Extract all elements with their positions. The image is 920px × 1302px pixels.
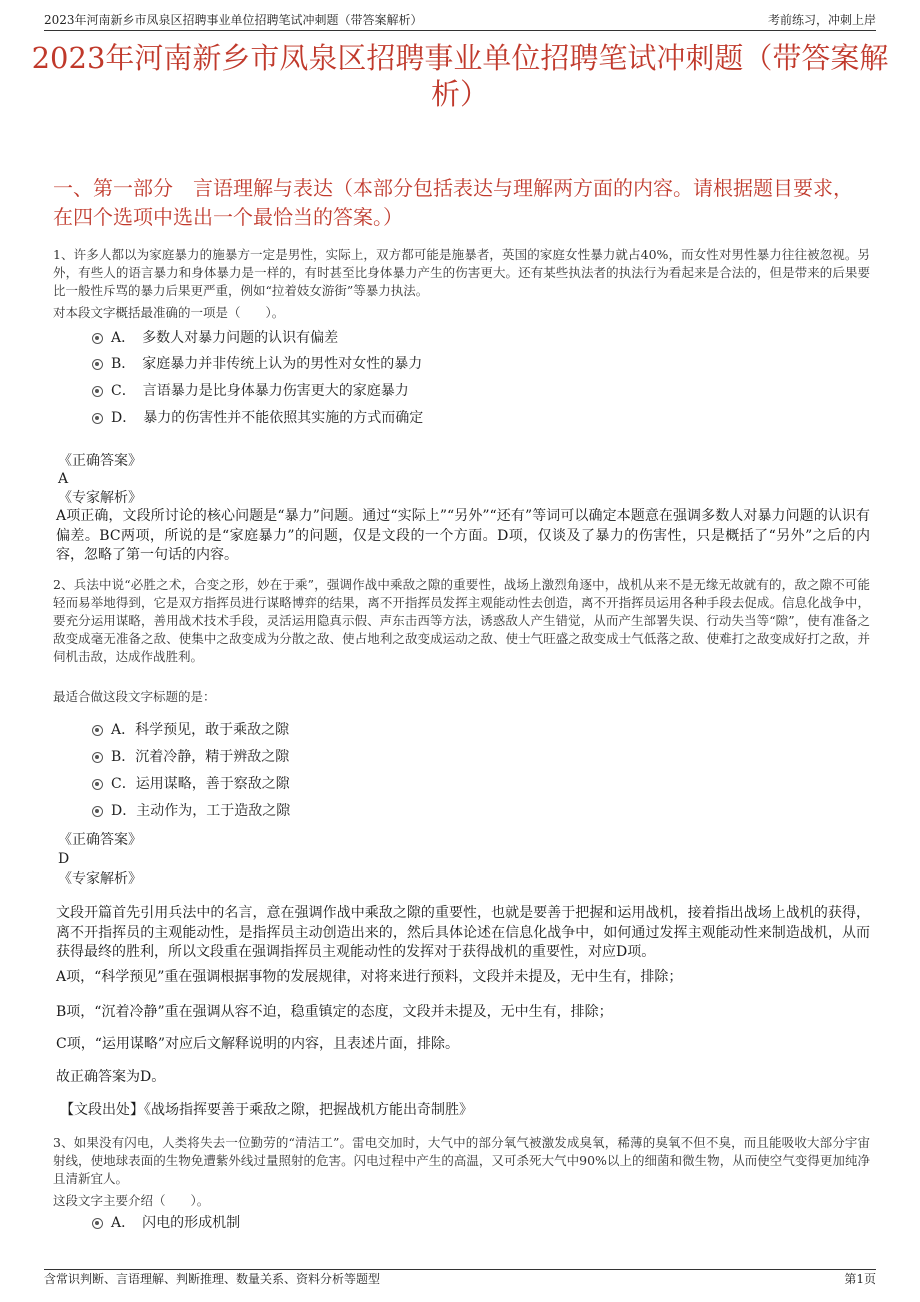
radio-icon[interactable] bbox=[92, 779, 103, 790]
radio-icon[interactable] bbox=[92, 1218, 103, 1229]
question-1-answer: A bbox=[58, 471, 69, 487]
question-1-option-b[interactable]: B． 家庭暴力并非传统上认为的男性对女性的暴力 bbox=[92, 354, 422, 374]
question-1-answer-label: 《正确答案》 bbox=[58, 453, 142, 469]
question-1-stem: 1、许多人都以为家庭暴力的施暴方一定是男性，实际上，双方都可能是施暴者，英国的家庭女性暴力就占40%，而女性对男性暴力往往被忽视。另外，有些人的语言暴力和身体暴力是一样的，有时甚至比身体暴力产生的伤害更大。还有某些执法者的执法行为看起来是合法的，但是带来的后果要比一般性斥骂的暴力后果更严重，例如“拉着妓女游街”等暴力执法。 bbox=[53, 247, 870, 298]
question-2-answer: D bbox=[58, 851, 70, 867]
radio-icon[interactable] bbox=[92, 413, 103, 424]
question-1-analysis: A项正确，文段所讨论的核心问题是“暴力”问题。通过“实际上”“另外”“还有”等词可以确定本题意在强调多数人对暴力问题的认识有偏差。BC两项，所说的是“家庭暴力”的问题，仅是文段的一个方面。D项，仅谈及了暴力的伤害性，只是概括了“另外”之后的内容，忽略了第一句话的内容。 bbox=[56, 508, 870, 563]
page-footer bbox=[44, 1269, 876, 1288]
question-2-source: 【文段出处】《战场指挥要善于乘敌之隙，把握战机方能出奇制胜》 bbox=[60, 1102, 473, 1118]
question-1-analysis-label: 《专家解析》 bbox=[58, 490, 142, 506]
question-2-analysis-paragraph: 文段开篇首先引用兵法中的名言，意在强调作战中乘敌之隙的重要性，也就是要善于把握和运用战机，接着指出战场上战机的获得，离不开指挥员的主观能动性，是指挥员主动创造出来的，然后具体论述在信息化战争中，如何通过发挥主观能动性来制造战机，从而获得最终的胜利，所以文段重在强调指挥员主观能动性的发挥对于获得战机的重要性，对应D项。 bbox=[56, 905, 870, 960]
question-1-prompt: 对本段文字概括最准确的一项是（ ）。 bbox=[53, 305, 285, 320]
radio-icon[interactable] bbox=[92, 333, 103, 344]
question-1-option-c[interactable]: C． 言语暴力是比身体暴力伤害更大的家庭暴力 bbox=[92, 381, 409, 401]
question-1-option-a[interactable]: A． 多数人对暴力问题的认识有偏差 bbox=[92, 328, 338, 348]
radio-icon[interactable] bbox=[92, 752, 103, 763]
question-2-stem: 2、兵法中说“必胜之术，合变之形，妙在于乘”，强调作战中乘敌之隙的重要性，战场上激烈角逐中，战机从来不是无缘无故就有的，敌之隙不可能轻而易举地得到，它是双方指挥员进行谋略博弈的结果，离不开指挥员发挥主观能动性去创造，离不开指挥员运用各种手段去促成。信息化战争中，要充分运用谋略，善用战术技术手段，灵活运用隐真示假、声东击西等方法，诱惑敌人产生错觉，从而产生部署失误、行动失当等“隙”，使有准备之敌变成毫无准备之敌、使集中之敌变成为分散之敌、使占地利之敌变成运动之敌、使士气旺盛之敌变成士气低落之敌、使难打之敌变成好打之敌，并伺机击敌，达成作战胜利。 bbox=[53, 577, 870, 664]
header-slogan: 考前练习，冲刺上岸 bbox=[767, 13, 876, 27]
question-2-option-b[interactable]: B．沉着冷静，精于辨敌之隙 bbox=[92, 747, 289, 767]
radio-icon[interactable] bbox=[92, 386, 103, 397]
question-2-analysis-label: 《专家解析》 bbox=[58, 871, 142, 887]
footer-description: 含常识判断、言语理解、判断推理、数量关系、资料分析等题型 bbox=[44, 1272, 381, 1286]
question-1-option-d[interactable]: D． 暴力的伤害性并不能依照其实施的方式而确定 bbox=[92, 408, 423, 428]
radio-icon[interactable] bbox=[92, 725, 103, 736]
question-2-answer-label: 《正确答案》 bbox=[58, 832, 142, 848]
question-3-option-a[interactable]: A． 闪电的形成机制 bbox=[92, 1213, 240, 1233]
question-2-analysis-paragraph: A项，“科学预见”重在强调根据事物的发展规律，对将来进行预料，文段并未提及，无中生有，排除； bbox=[56, 969, 683, 985]
question-2-option-a[interactable]: A．科学预见，敢于乘敌之隙 bbox=[92, 720, 289, 740]
question-2-option-c[interactable]: C．运用谋略，善于察敌之隙 bbox=[92, 774, 290, 794]
radio-icon[interactable] bbox=[92, 806, 103, 817]
section-heading: 一、第一部分 言语理解与表达（本部分包括表达与理解两方面的内容。请根据题目要求，在四个选项中选出一个最恰当的答案。） bbox=[53, 176, 853, 229]
question-2-option-d[interactable]: D．主动作为，工于造敌之隙 bbox=[92, 801, 290, 821]
document-title: 2023年河南新乡市凤泉区招聘事业单位招聘笔试冲刺题（带答案解析） bbox=[31, 41, 889, 111]
header-doc-title: 2023年河南新乡市凤泉区招聘事业单位招聘笔试冲刺题（带答案解析） bbox=[44, 13, 423, 27]
page-header bbox=[44, 10, 876, 31]
question-2-analysis-paragraph: B项，“沉着冷静”重在强调从容不迫，稳重镇定的态度，文段并未提及，无中生有，排除； bbox=[56, 1004, 613, 1020]
question-2-analysis-paragraph: C项，“运用谋略”对应后文解释说明的内容，且表述片面，排除。 bbox=[56, 1036, 460, 1052]
question-2-prompt: 最适合做这段文字标题的是： bbox=[53, 689, 216, 704]
question-2-analysis-paragraph: 故正确答案为D。 bbox=[56, 1069, 166, 1085]
question-3-prompt: 这段文字主要介绍（ ）。 bbox=[53, 1193, 210, 1208]
page-number: 第1页 bbox=[844, 1272, 876, 1286]
question-3-stem: 3、如果没有闪电，人类将失去一位勤劳的“清洁工”。雷电交加时，大气中的部分氧气被激发成臭氧，稀薄的臭氧不但不臭，而且能吸收大部分宇宙射线，使地球表面的生物免遭紫外线过量照射的危害。闪电过程中产生的高温，又可杀死大气中90%以上的细菌和微生物，从而使空气变得更加纯净且清新宜人。 bbox=[53, 1135, 870, 1186]
radio-icon[interactable] bbox=[92, 359, 103, 370]
